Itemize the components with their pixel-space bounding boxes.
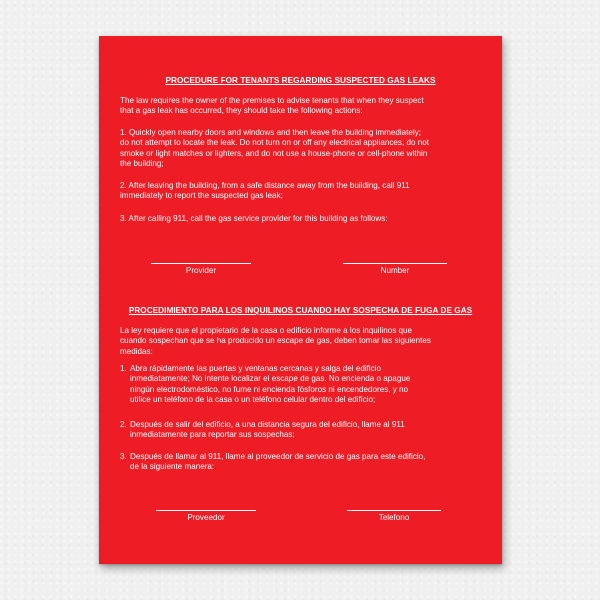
gas-leak-notice-sign xyxy=(99,36,502,564)
spanish-step-2 xyxy=(120,420,485,441)
spanish-step-1-text: Abra rápidamente las puertas y ventanas cercanas y salga del edificio inmediatamente; No intente localizar el escape de gas. No encienda o apague ningún electrodoméstico, no fume ni encienda fósforos ni encendedores, y no utilice un teléfono de la casa o un teléfono celular dentro del edificio; xyxy=(130,364,411,405)
spanish-step-1 xyxy=(120,364,485,406)
spanish-step-1-number: 1. xyxy=(120,364,127,373)
number-label: Number xyxy=(380,266,410,275)
english-intro: The law requires the owner of the premises to advise tenants that when they suspect that a gas leak has occurred, they should take the following actions: xyxy=(120,96,424,116)
proveedor-signature-line xyxy=(156,510,256,511)
spanish-step-3 xyxy=(120,452,485,473)
spanish-step-3-number: 3. xyxy=(120,452,127,461)
english-step-3: 3. After calling 911, call the gas service provider for this building as follows: xyxy=(120,214,388,223)
english-step-2: 2. After leaving the building, from a safe distance away from the building, call 911 immediately to report the suspected gas leak; xyxy=(120,181,410,201)
number-signature-line xyxy=(343,263,447,264)
spanish-intro: La ley requiere que el propietario de la casa o edificio informe a los inquilinos que cuando sospechan que se ha producido un escape de gas, deben tomar las siguientes medidas: xyxy=(120,326,431,356)
spanish-step-2-number: 2. xyxy=(120,420,127,429)
telefono-signature-line xyxy=(347,510,441,511)
english-step-1: 1. Quickly open nearby doors and windows and then leave the building immediately; do not attempt to locate the leak. Do not turn on or off any electrical appliances, do not smoke or light matches or lighters, and do not use a house-phone or cell-phone within the building; xyxy=(120,128,429,169)
english-heading: PROCEDURE FOR TENANTS REGARDING SUSPECTED GAS LEAKS xyxy=(165,76,436,85)
telefono-label: Telefono xyxy=(378,513,410,522)
spanish-step-2-text: Después de salir del edificio, a una distancia segura del edificio, llame al 911 inmediatamente para reportar sus sospechas; xyxy=(130,420,405,440)
spanish-heading: PROCEDIMIENTO PARA LOS INQUILINOS CUANDO HAY SOSPECHA DE FUGA DE GAS xyxy=(128,306,473,315)
provider-label: Provider xyxy=(185,266,217,275)
proveedor-label: Proveedor xyxy=(187,513,225,522)
provider-signature-line xyxy=(151,263,251,264)
spanish-step-3-text: Después de llamar al 911, llame al proveedor de servicio de gas para este edificio, de la siguiente manera: xyxy=(130,452,426,472)
